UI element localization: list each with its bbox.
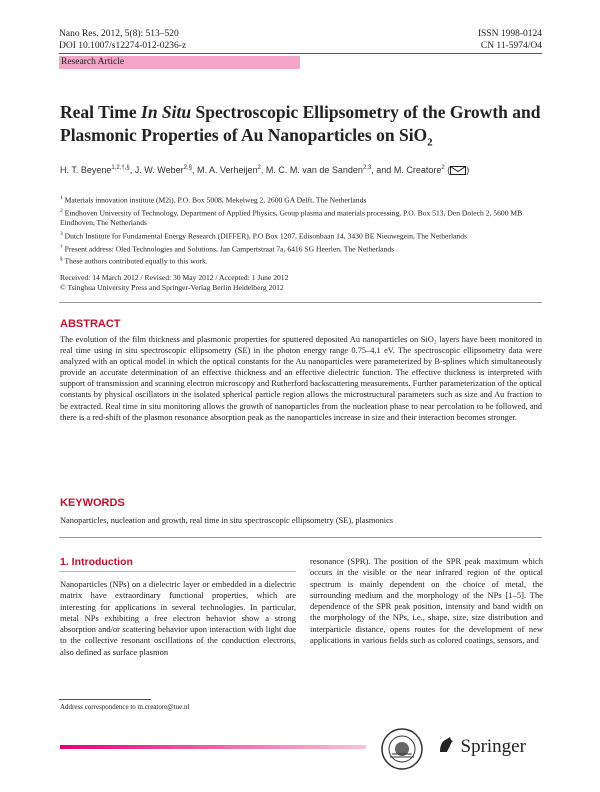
- abstract-heading: ABSTRACT: [60, 318, 121, 330]
- correspondence-footnote: Address correspondence to m.creatore@tue.nl: [60, 703, 190, 711]
- affiliation: $^1$ Materials innovation institute (M2i), P.O. Box 5008, Mekelweg 2, 2600 GA Delft, The Netherlands: [60, 195, 367, 205]
- springer-horse-icon: [436, 735, 456, 755]
- divider: [59, 302, 542, 303]
- doi[interactable]: DOI 10.1007/s12274-012-0236-z: [59, 41, 187, 51]
- article-dates: Received: 14 March 2012 / Revised: 30 May 2012 / Accepted: 1 June 2012 © Tsinghua University Press and Springer-Verlag Berlin Heidelberg 2012: [60, 273, 289, 292]
- intro-rule: [59, 571, 296, 572]
- cn-number: CN 11-5974/O4: [480, 41, 542, 51]
- bottom-gradient-bar: [60, 745, 366, 749]
- affiliation: † Present address: Oled Technologies and Solutions, Jan Campertstraat 7a, 6416 SG Heerlen, The Netherlands: [60, 244, 395, 254]
- issn: ISSN 1998-0124: [477, 29, 542, 39]
- tsinghua-seal: [380, 727, 424, 771]
- affiliation: $^3$ Dutch Institute for Fundamental Energy Research (DIFFER), P.O Box 1207, Edisonbaan 14, 3430 BE Nieuwegein, The Netherlands: [60, 231, 467, 241]
- header-rule: [59, 53, 542, 54]
- paper-title: Real Time In Situ Spectroscopic Ellipsometry of the Growth and Plasmonic Properties of Au Nanoparticles on SiO$_2$: [60, 102, 541, 149]
- author: H. T. Beyene: [60, 165, 112, 175]
- author: M. C. M. van de Sanden: [265, 165, 363, 175]
- footnote-rule: [59, 699, 151, 700]
- author: M. Creatore: [393, 165, 442, 175]
- author: J. W. Weber: [134, 165, 184, 175]
- envelope-icon[interactable]: [450, 166, 466, 175]
- abstract-text: The evolution of the film thickness and plasmonic properties for sputtered deposited Au nanoparticles on SiO₂ layers have been monitored in real time using in situ spectroscopic ellipsometry (SE) in the photon energy range 0.75–4.1 eV. The spectroscopic ellipsometry data were analyzed with an optical model in which the optical constants for the Au nanoparticles were parameterized by B-splines which simultaneously provide an accurate determination of an effective thickness and an effective dielectric function. The effective thickness is interpreted with support of transmission and scanning electron microscopy and Rutherford backscattering measurements. Further parameterization of the optical constants by physical oscillators in the isolated spherical particle region allows the microstructural parameters such as size and Au fraction to be extracted. Real time in situ monitoring allows the growth of nanoparticles from the nucleation phase to near percolation to be followed, and there is a red-shift of the plasmon resonance absorption peak as the nanoparticles increase in size and their interaction becomes stronger.: [60, 335, 542, 422]
- intro-right-column: resonance (SPR). The position of the SPR peak maximum which occurs in the visible or the near infrared region of the optical spectrum is mainly dependent on the choice of metal, the surrounding medium and the morphology of the NPs [1–5]. The dependence of the SPR peak position, intensity and band width on the morphology of the NPs, i.e., shape, size, size distribution and interparticle distance, opens routes for the development of new applications in various fields such as colored coatings, sensors, and: [310, 556, 543, 646]
- intro-left-column: Nanoparticles (NPs) on a dielectric layer or embedded in a dielectric matrix have extraordinary functional properties, which are interesting for applications in several technologies. In particular, metal NPs exhibiting a free electron behavior show a strong absorption and/or scattering behavior upon interaction with light due to the collective resonant oscillations of the conduction electrons, also defined as surface plasmon: [60, 579, 296, 657]
- keywords-heading: KEYWORDS: [60, 497, 125, 509]
- introduction-heading: 1. Introduction: [60, 556, 133, 568]
- article-type: Research Article: [61, 57, 125, 67]
- affiliation: § These authors contributed equally to this work.: [60, 256, 208, 266]
- springer-logo[interactable]: Springer: [436, 735, 526, 758]
- affiliation: $^2$ Eindhoven University of Technology, Department of Applied Physics, Group plasma and materials processing, P.O. Box 513, Den Dolech 2, 5600 MB Eindhoven, The Netherlands: [60, 208, 523, 227]
- keywords-text: Nanoparticles, nucleation and growth, real time in situ spectroscopic ellipsometry (SE), plasmonics: [60, 516, 394, 525]
- copyright: © Tsinghua University Press and Springer-Verlag Berlin Heidelberg 2012: [60, 283, 284, 292]
- author-list: H. T. Beyene$^{1,2,\dagger,\S}$, J. W. Weber$^{2,\S}$, M. A. Verheijen$^2$, M. C. M. van de Sanden$^{2,3}$, and M. Creatore$^2$ ( ): [60, 165, 470, 175]
- author: M. A. Verheijen: [196, 165, 258, 175]
- journal-citation: Nano Res. 2012, 5(8): 513–520: [59, 29, 179, 39]
- divider: [59, 537, 542, 538]
